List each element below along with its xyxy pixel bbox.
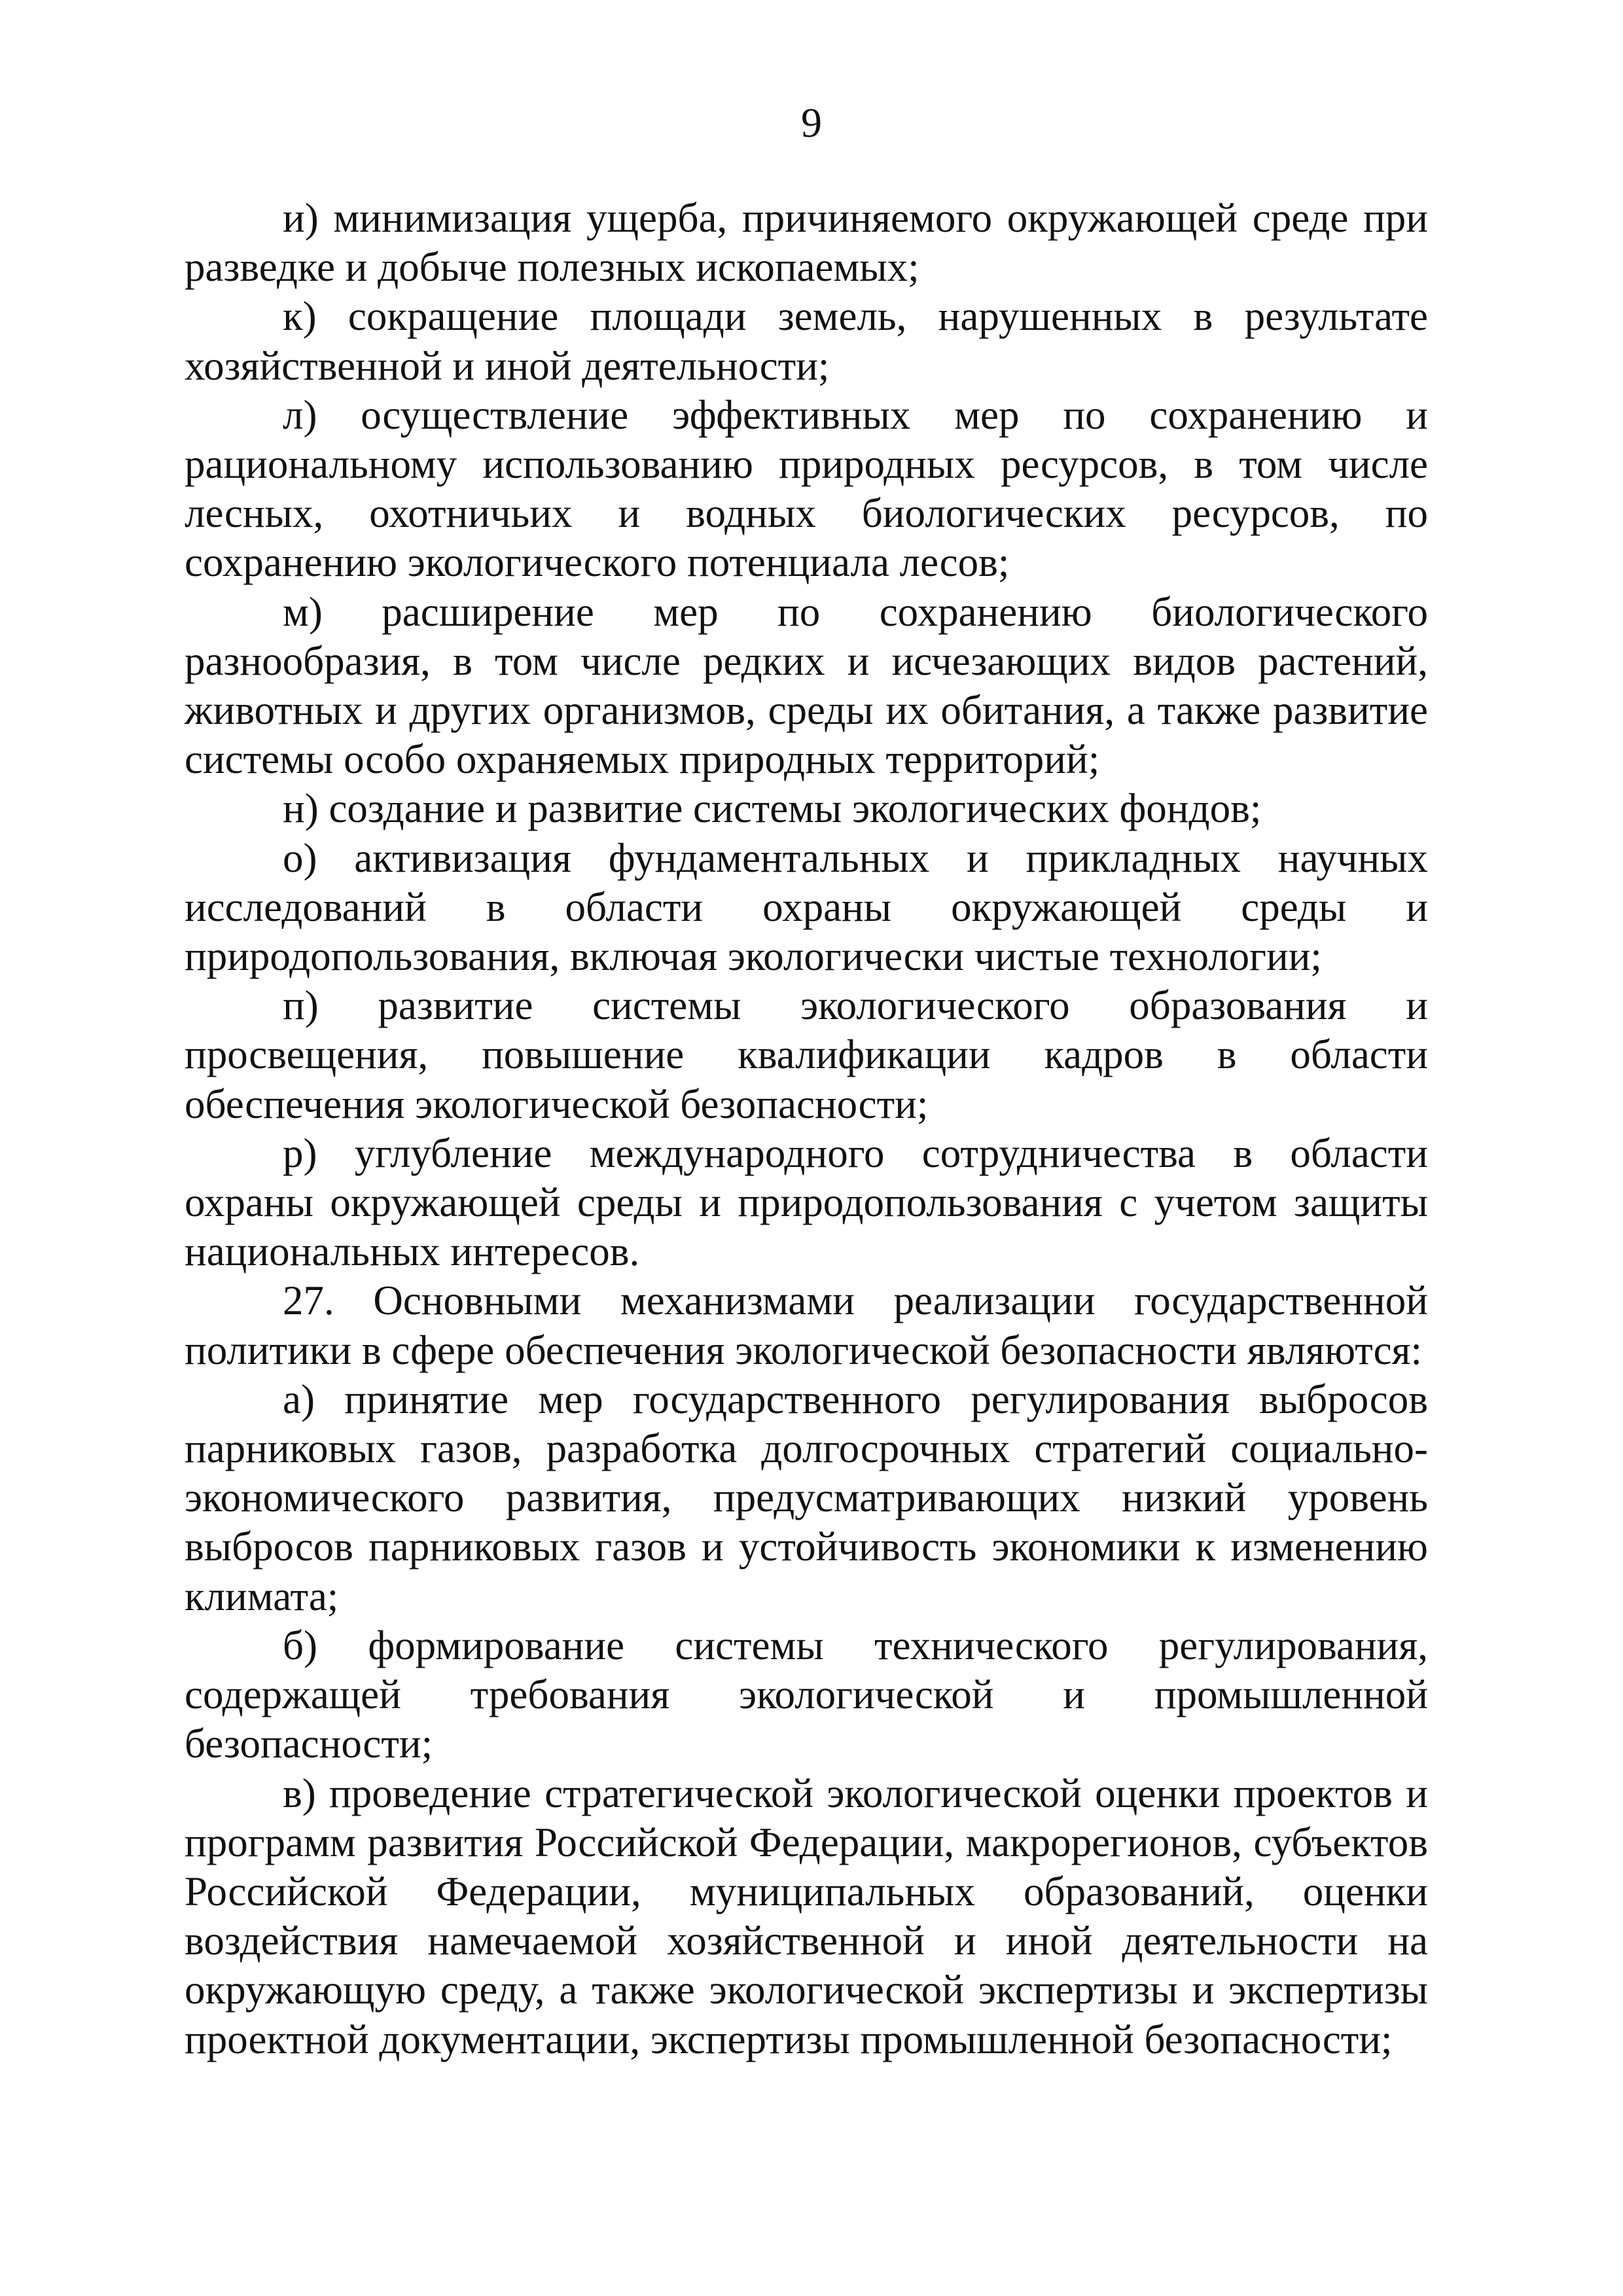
paragraph-r: р) углубление международного сотрудничества в области охраны окружающей среды и природопользования с учетом защиты национальных интересов. [185,1130,1428,1275]
paragraph-o: о) активизация фундаментальных и прикладных научных исследований в области охраны окружающей среды и природопользования, включая экологически чистые технологии; [185,834,1428,980]
paragraph-m: м) расширение мер по сохранению биологического разнообразия, в том числе редких и исчезающих видов растений, животных и других организмов, среды их обитания, а также развитие системы особо охраняемых природных территорий; [185,588,1428,783]
paragraph-n: н) создание и развитие системы экологических фондов; [283,785,1262,832]
paragraph-27: 27. Основными механизмами реализации государственной политики в сфере обеспечения экологической безопасности являются: [185,1278,1428,1373]
page-number: 9 [801,99,822,146]
paragraph-b: б) формирование системы технического регулирования, содержащей требования экологической и промышленной безопасности; [185,1622,1428,1767]
document-body [185,194,1428,2064]
paragraph-k: к) сокращение площади земель, нарушенных в результате хозяйственной и иной деятельности; [185,293,1428,389]
paragraph-v: в) проведение стратегической экологической оценки проектов и программ развития Российской Федерации, макрорегионов, субъектов Российской Федерации, муниципальных образований, оценки воздействия намечаемой хозяйственной и иной деятельности на окружающую среду, а также экологической экспертизы и экспертизы проектной документации, экспертизы промышленной безопасности; [185,1770,1428,2062]
paragraph-p: п) развитие системы экологического образования и просвещения, повышение квалификации кадров в области обеспечения экологической безопасности; [185,982,1428,1127]
paragraph-l: л) осуществление эффективных мер по сохранению и рациональному использованию природных ресурсов, в том числе лесных, охотничьих и водных биологических ресурсов, по сохранению экологического потенциала лесов; [185,391,1428,586]
paragraph-i: и) минимизация ущерба, причиняемого окружающей среде при разведке и добыче полезных ископаемых; [185,195,1428,291]
paragraph-a: а) принятие мер государственного регулирования выбросов парниковых газов, разработка долгосрочных стратегий социально-экономического развития, предусматривающих низкий уровень выбросов парниковых газов и устойчивость экономики к изменению климата; [185,1376,1428,1619]
